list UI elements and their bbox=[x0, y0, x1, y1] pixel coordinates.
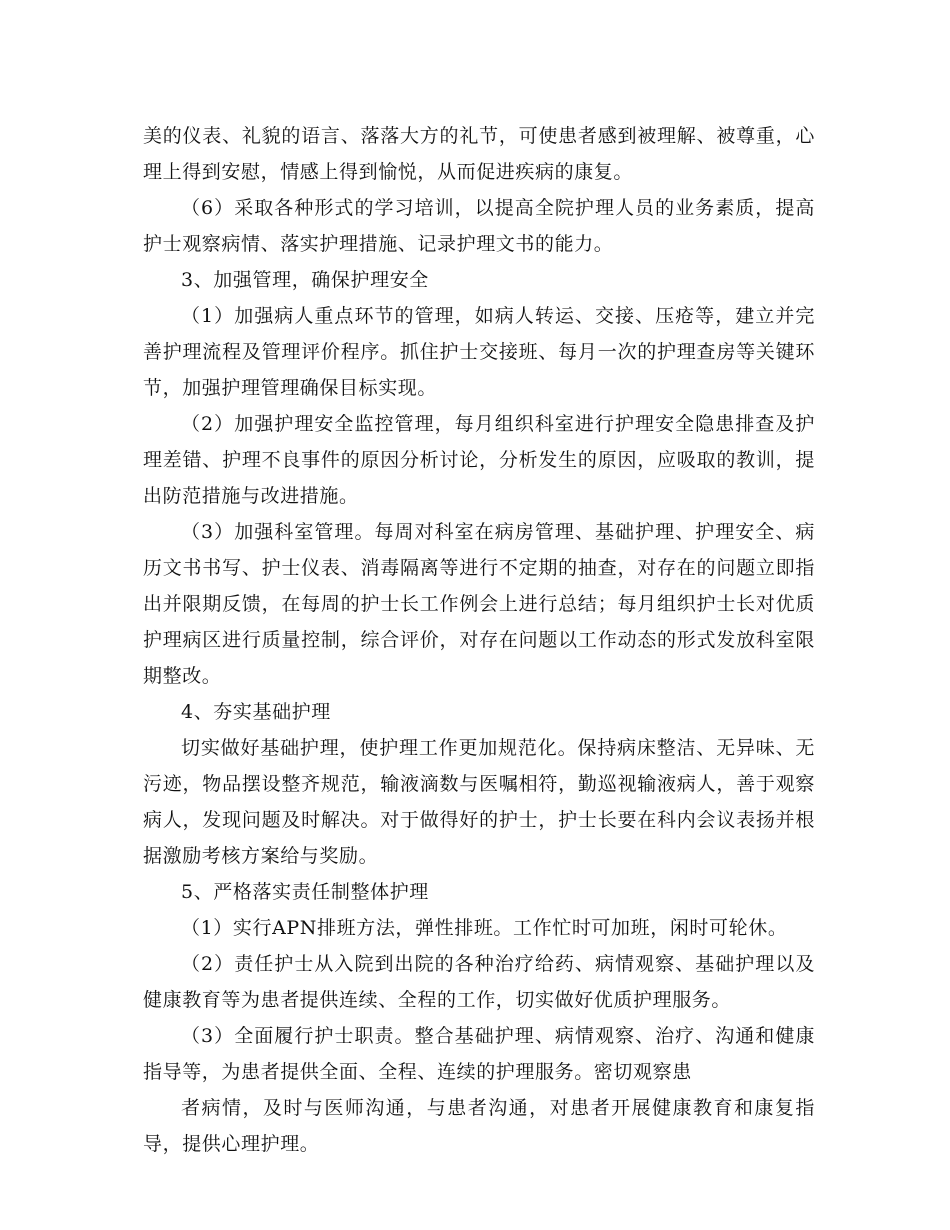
section-heading-4: 4、夯实基础护理 bbox=[181, 701, 331, 723]
paragraph-2: （6）采取各种形式的学习培训，以提高全院护理人员的业务素质，提高护士观察病情、落实护理措施、记录护理文书的能力。 bbox=[143, 197, 815, 255]
paragraph-4-body: 切实做好基础护理，使护理工作更加规范化。保持病床整洁、无异味、无污迹，物品摆设整齐规范，输液滴数与医嘱相符，勤巡视输液病人，善于观察病人，发现问题及时解决。对于做得好的护士，护士长要在科内会议表扬并根据激励考核方案给与奖励。 bbox=[143, 737, 815, 867]
paragraph-3-1: （1）加强病人重点环节的管理，如病人转运、交接、压疮等，建立并完善护理流程及管理评价程序。抓住护士交接班、每月一次的护理查房等关键环节，加强护理管理确保目标实现。 bbox=[143, 305, 815, 399]
paragraph-5-2: （2）责任护士从入院到出院的各种治疗给药、病情观察、基础护理以及健康教育等为患者提供连续、全程的工作，切实做好优质护理服务。 bbox=[143, 953, 815, 1011]
paragraph-5-1: （1）实行APN排班方法，弹性排班。工作忙时可加班，闲时可轮休。 bbox=[181, 917, 788, 939]
paragraph-5-3: （3）全面履行护士职责。整合基础护理、病情观察、治疗、沟通和健康指导等，为患者提供全面、全程、连续的护理服务。密切观察患 bbox=[143, 1025, 815, 1083]
paragraph-3-3: （3）加强科室管理。每周对科室在病房管理、基础护理、护理安全、病历文书书写、护士仪表、消毒隔离等进行不定期的抽查，对存在的问题立即指出并限期反馈，在每周的护士长工作例会上进行总结；每月组织护士长对优质护理病区进行质量控制，综合评价，对存在问题以工作动态的形式发放科室限期整改。 bbox=[143, 521, 815, 687]
paragraph-3-2: （2）加强护理安全监控管理，每月组织科室进行护理安全隐患排查及护理差错、护理不良事件的原因分析讨论，分析发生的原因，应吸取的教训，提出防范措施与改进措施。 bbox=[143, 413, 815, 507]
section-heading-3: 3、加强管理，确保护理安全 bbox=[181, 269, 429, 291]
paragraph-1: 美的仪表、礼貌的语言、落落大方的礼节，可使患者感到被理解、被尊重，心理上得到安慰，情感上得到愉悦，从而促进疾病的康复。 bbox=[143, 125, 815, 183]
paragraph-5-3-continued: 者病情，及时与医师沟通，与患者沟通，对患者开展健康教育和康复指导，提供心理护理。 bbox=[143, 1097, 815, 1155]
document-body bbox=[143, 118, 815, 1162]
section-heading-5: 5、严格落实责任制整体护理 bbox=[181, 881, 429, 903]
